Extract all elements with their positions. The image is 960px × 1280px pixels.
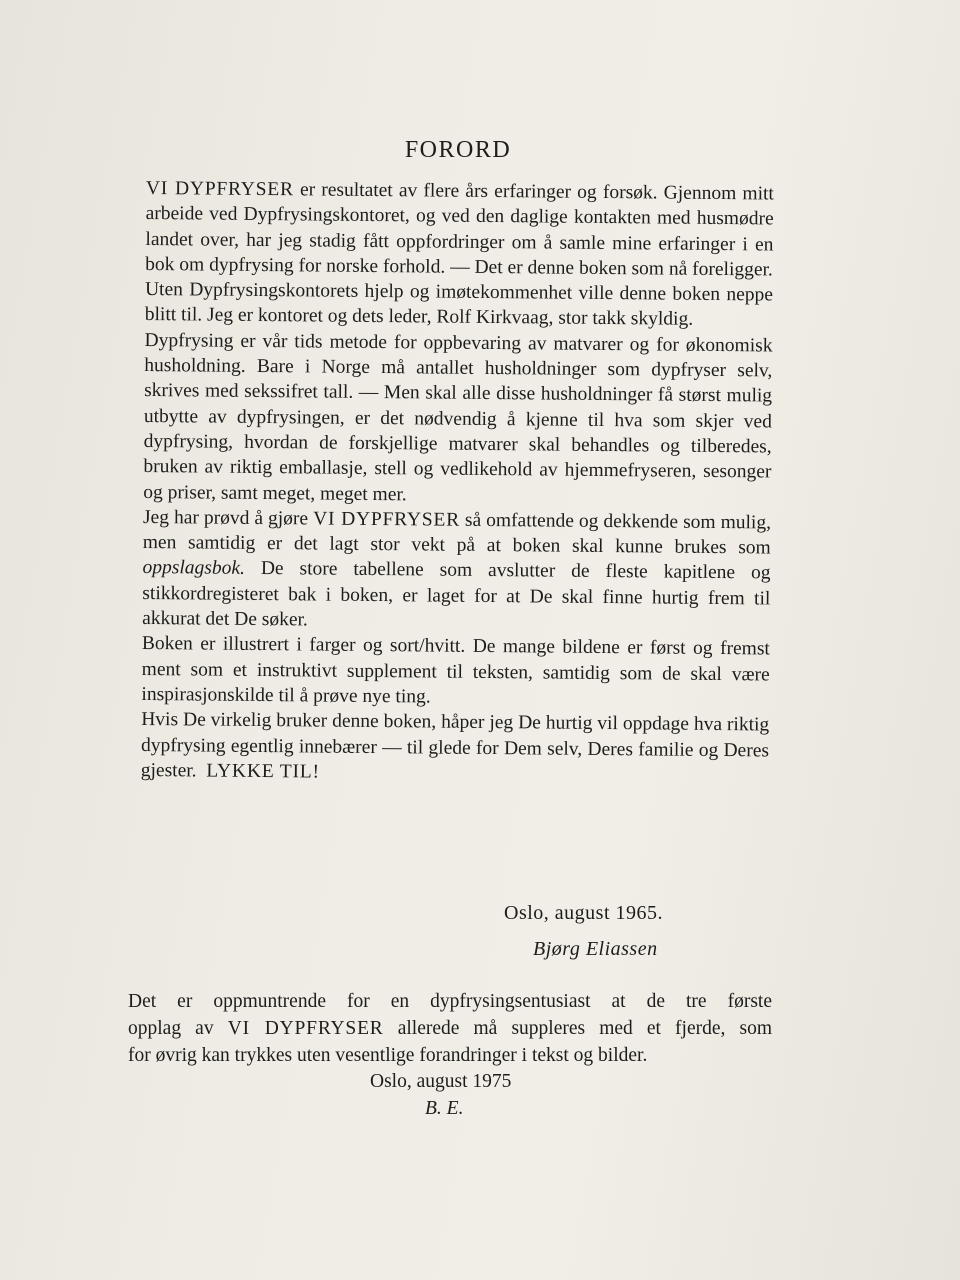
book-title-caps: VI DYPFRYSER (313, 508, 461, 531)
afterword-note (128, 988, 772, 1069)
paragraph-3: Dypfrysing er vår tids metode for oppbevaring av matvarer og for økonomisk husholdning. Bare i Norge må antallet husholdninger som dypfryser selv, skrives med sekssifret tall. — Men skal alle disse husholdninger få størst mulig utbytte av dypfrysingen, er det nødvendig å kjenne til hva som skjer ved dypfrysing, hvordan de forskjellige matvarer skal behandles og tilberedes, bruken av riktig emballasje, stell og vedlikehold av hjemmefryseren, sesonger og priser, samt meget, meget mer. (143, 329, 773, 505)
book-title-caps: VI DYPFRYSER (227, 1018, 384, 1039)
afterword-place-date: Oslo, august 1975 (370, 1071, 512, 1092)
paragraph-5: Boken er illustrert i farger og sort/hvitt. De mange bildene er først og fremst ment som et instruktivt supplement til teksten, samtidig som de skal være inspirasjonskilde til å prøve nye ting. (141, 633, 770, 708)
afterword-line-2-post: allerede må suppleres med et fjerde, som (383, 1018, 772, 1039)
afterword-line-2 (128, 1015, 772, 1042)
paragraph-4-pre: Jeg har prøvd å gjøre (142, 506, 314, 530)
afterword-line-2-pre: opplag av (128, 1018, 228, 1039)
afterword-initials: B. E. (425, 1098, 464, 1119)
signature-place-date: Oslo, august 1965. (504, 902, 663, 924)
paragraph-6 (141, 707, 770, 788)
paragraph-4-mid: så omfattende og dekkende som mulig, men samtidig er det lagt stor vekt på at boken skal kunne brukes som (142, 509, 772, 559)
paragraph-1-text: er resultatet av flere års erfaringer og forsøk. Gjennom mitt arbeide ved Dypfrysingskontoret, og ved den daglige kontakten med husmødre landet over, har jeg stadig fått oppfordringer om å samle mine erfaringer i en bok om dypfrysing for norske forhold. — Det er denne boken som nå foreligger. (145, 179, 774, 281)
signature-name: Bjørg Eliassen (533, 938, 658, 960)
paragraph-4 (142, 505, 771, 637)
closing-greeting: LYKKE TIL! (206, 760, 320, 783)
paragraph-1 (145, 176, 774, 283)
afterword-line-1: Det er oppmuntrende for en dypfrysingsentusiast at de tre første (128, 991, 772, 1012)
paragraph-2: Uten Dypfrysingskontorets hjelp og imøtekommenhet ville denne boken neppe blitt til. Jeg er kontoret og dets leder, Rolf Kirkvaag, stor takk skyldig. (144, 279, 774, 331)
afterword-line-3: for øvrig kan trykkes uten vesentlige forandringer i tekst og bilder. (128, 1045, 648, 1066)
foreword-body (141, 176, 774, 789)
paragraph-4-post: De store tabellene som avslutter de fleste kapitlene og stikkordregisteret bak i boken, er laget for at De skal finne hurtig frem til akkurat det De søker. (142, 558, 771, 631)
book-title-caps: VI DYPFRYSER (145, 177, 294, 201)
page-title: FORORD (404, 137, 512, 163)
paragraph-6-text: Hvis De virkelig bruker denne boken, håper jeg De hurtig vil oppdage hva riktig dypfrysing egentlig innebærer — til glede for Dem selv, Deres familie og Deres gjester. (140, 709, 770, 782)
italic-term: oppslagsbok. (142, 557, 246, 580)
